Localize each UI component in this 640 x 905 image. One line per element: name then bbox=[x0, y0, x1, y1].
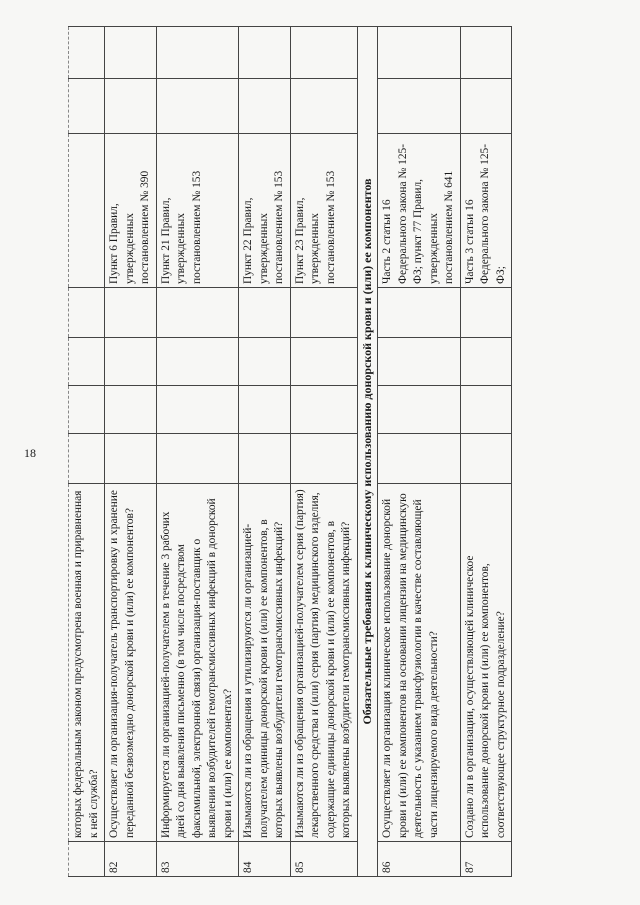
note-cell bbox=[290, 79, 357, 134]
table-row bbox=[156, 27, 239, 877]
reference-cell: Пункт 21 Правил, утвержденных постановлением № 153 bbox=[156, 134, 239, 288]
answer-cell bbox=[378, 288, 461, 338]
section-row bbox=[357, 27, 378, 877]
reference-cell: Пункт 6 Правил, утвержденных постановлением № 390 bbox=[105, 134, 157, 288]
answer-cell bbox=[290, 386, 357, 434]
reference-cell: Пункт 22 Правил, утвержденных постановлением № 153 bbox=[239, 134, 291, 288]
answer-cell bbox=[105, 338, 157, 386]
row-number: 85 bbox=[290, 842, 357, 877]
table-row bbox=[378, 27, 461, 877]
answer-cell bbox=[460, 434, 512, 484]
answer-cell bbox=[105, 434, 157, 484]
row-number: 82 bbox=[105, 842, 157, 877]
answer-cell bbox=[460, 288, 512, 338]
note-cell bbox=[105, 27, 157, 79]
row-number: 87 bbox=[460, 842, 512, 877]
answer-cell bbox=[378, 338, 461, 386]
question-cell: Изымаются ли из обращения и утилизируются ли организацией-получателем единицы донорской крови и (или) ее компонентов, в которых выявлены возбудители гемотрансмиссивных инфекций? bbox=[239, 484, 291, 842]
note-cell bbox=[378, 27, 461, 79]
answer-cell bbox=[460, 386, 512, 434]
answer-cell bbox=[69, 434, 105, 484]
note-cell bbox=[239, 27, 291, 79]
table-row bbox=[239, 27, 291, 877]
answer-cell bbox=[156, 338, 239, 386]
answer-cell bbox=[239, 434, 291, 484]
question-cell: Информируется ли организацией-получателем в течение 3 рабочих дней со дня выявления письменно (в том числе посредством факсимильной, электронной связи) организация-поставщик о выявлении возбудителей гемотрансмиссивных инфекций в донорской крови и (или) ее компонентах? bbox=[156, 484, 239, 842]
table-row bbox=[290, 27, 357, 877]
answer-cell bbox=[290, 434, 357, 484]
answer-cell bbox=[239, 338, 291, 386]
note-cell bbox=[156, 27, 239, 79]
question-cell: Осуществляет ли организация-получатель транспортировку и хранение переданной безвозмездно донорской крови и (или) ее компонентов? bbox=[105, 484, 157, 842]
answer-cell bbox=[378, 386, 461, 434]
answer-cell bbox=[156, 434, 239, 484]
reference-cell: Часть 2 статьи 16 Федерального закона № 125-ФЗ; пункт 77 Правил, утвержденных постановлением № 641 bbox=[378, 134, 461, 288]
note-cell bbox=[239, 79, 291, 134]
row-number: 84 bbox=[239, 842, 291, 877]
section-heading: Обязательные требования к клиническому использованию донорской крови и (или) ее компонентов bbox=[357, 27, 378, 877]
note-cell bbox=[290, 27, 357, 79]
question-cell: Осуществляет ли организация клиническое использование донорской крови и (или) ее компонентов на основании лицензии на медицинскую деятельность с указанием трансфузиологии в качестве составляющей части лицензируемого вида деятельности? bbox=[378, 484, 461, 842]
note-cell bbox=[69, 27, 105, 79]
note-cell bbox=[69, 79, 105, 134]
checklist-table bbox=[68, 26, 512, 877]
answer-cell bbox=[105, 386, 157, 434]
answer-cell bbox=[239, 386, 291, 434]
note-cell bbox=[460, 79, 512, 134]
answer-cell bbox=[460, 338, 512, 386]
answer-cell bbox=[69, 338, 105, 386]
answer-cell bbox=[290, 288, 357, 338]
reference-cell: Пункт 23 Правил, утвержденных постановлением № 153 bbox=[290, 134, 357, 288]
row-number: 83 bbox=[156, 842, 239, 877]
table-row bbox=[460, 27, 512, 877]
row-number bbox=[69, 842, 105, 877]
reference-cell bbox=[69, 134, 105, 288]
note-cell bbox=[378, 79, 461, 134]
page-number: 18 bbox=[24, 446, 36, 460]
question-cell: Создано ли в организации, осуществляющей клиническое использование донорской крови и (или) ее компонентов, соответствующее структурное подразделение? bbox=[460, 484, 512, 842]
answer-cell bbox=[290, 338, 357, 386]
answer-cell bbox=[69, 288, 105, 338]
note-cell bbox=[156, 79, 239, 134]
question-cell: которых федеральным законом предусмотрена военная и приравненная к ней служба? bbox=[69, 484, 105, 842]
note-cell bbox=[460, 27, 512, 79]
row-number: 86 bbox=[378, 842, 461, 877]
answer-cell bbox=[378, 434, 461, 484]
table-row bbox=[69, 27, 105, 877]
answer-cell bbox=[105, 288, 157, 338]
answer-cell bbox=[69, 386, 105, 434]
answer-cell bbox=[156, 386, 239, 434]
note-cell bbox=[105, 79, 157, 134]
answer-cell bbox=[156, 288, 239, 338]
table-row bbox=[105, 27, 157, 877]
answer-cell bbox=[239, 288, 291, 338]
reference-cell: Часть 3 статьи 16 Федерального закона № 125-ФЗ; bbox=[460, 134, 512, 288]
question-cell: Изымаются ли из обращения организацией-получателем серия (партия) лекарственного средства и (или) серия (партия) медицинского изделия, содержащие единицы донорской крови и (или) ее компонентов, в которых выявлены возбудители гемотрансмиссивных инфекций? bbox=[290, 484, 357, 842]
